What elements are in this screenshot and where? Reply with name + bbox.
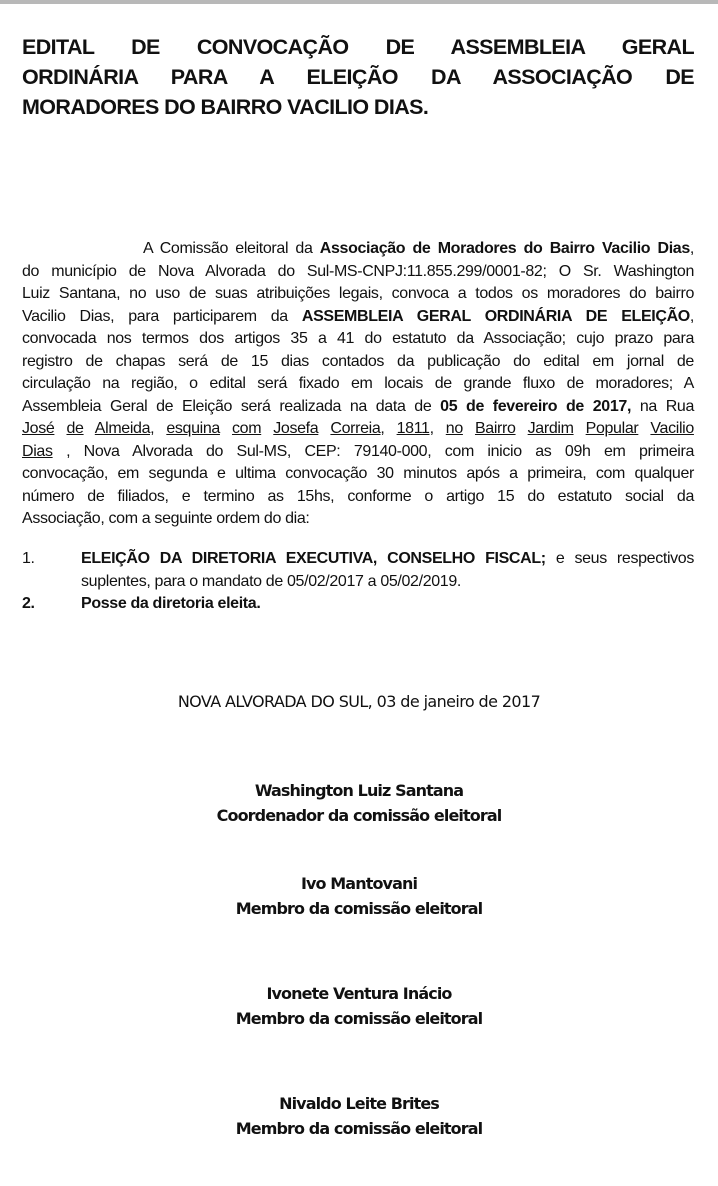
paragraph-line: registro de chapas será de 15 dias contados da publicação do edital em jornal de — [22, 352, 694, 370]
agenda-item — [22, 593, 694, 616]
signer-role: Membro da comissão eleitoral — [235, 1009, 483, 1028]
paragraph-line: convocada nos termos dos artigos 35 a 41 do estatuto da Associação; cujo prazo para — [22, 330, 694, 347]
text: , Nova Alvorada do Sul-MS, CEP: 79140-000, com inicio as 09h em primeira — [52, 442, 694, 460]
signer-name: Ivo Mantovani — [300, 874, 418, 893]
signature-block — [0, 871, 718, 921]
text: , — [689, 240, 694, 257]
signer-role: Coordenador da comissão eleitoral — [216, 806, 502, 825]
paragraph-line — [22, 238, 694, 261]
address-word: 1811, — [396, 420, 434, 437]
signer-name: Nivaldo Leite Brites — [279, 1094, 439, 1113]
item-title: ELEIÇÃO DA DIRETORIA EXECUTIVA, CONSELHO FISCAL; — [81, 550, 546, 567]
address-word: Almeida, — [94, 420, 155, 437]
agenda-item — [22, 548, 694, 593]
paragraph-line: do município de Nova Alvorada do Sul-MS-CNPJ:11.855.299/0001-82; O Sr. Washington — [22, 262, 694, 280]
signature-block — [0, 981, 718, 1031]
paragraph-line — [22, 441, 694, 464]
signer-role: Membro da comissão eleitoral — [235, 899, 483, 918]
title-line: ORDINÁRIA PARA A ELEIÇÃO DA ASSOCIAÇÃO DE — [22, 65, 694, 89]
text: na Rua — [631, 397, 695, 415]
paragraph-line: número de filiados, e termino as 15hs, conforme o artigo 15 do estatuto social da — [22, 487, 694, 505]
paragraph-line: convocação, em segunda e ultima convocação 30 minutos após a primeira, com qualquer — [22, 465, 694, 482]
address-word: Vacilio — [650, 420, 694, 437]
title-line: EDITAL DE CONVOCAÇÃO DE ASSEMBLEIA GERAL — [22, 35, 694, 59]
signer-name: Washington Luiz Santana — [254, 781, 464, 800]
association-name: Associação de Moradores do Bairro Vacilio Dias — [319, 240, 690, 257]
address-word: Popular — [585, 420, 639, 437]
item-line: suplentes, para o mandato de 05/02/2017 a 05/02/2019. — [81, 572, 461, 590]
text: Vacilio Dias, para participarem da — [22, 307, 302, 325]
text: , — [689, 307, 694, 325]
convocation-paragraph — [22, 238, 694, 531]
paragraph-line: Associação, com a seguinte ordem do dia: — [22, 510, 310, 527]
document-title — [22, 32, 694, 122]
assembly-name: ASSEMBLEIA GERAL ORDINÁRIA DE ELEIÇÃO — [301, 307, 690, 325]
item-title: Posse da diretoria eleita. — [81, 595, 261, 612]
agenda-list — [22, 548, 694, 616]
text: e seus respectivos — [545, 550, 695, 567]
top-border — [0, 0, 718, 4]
place-and-date: NOVA ALVORADA DO SUL, 03 de janeiro de 2017 — [177, 692, 541, 711]
text: Assembleia Geral de Eleição será realizada na data de — [22, 397, 441, 415]
address-word: Bairro — [474, 420, 516, 437]
address-word: Josefa — [273, 420, 319, 437]
address-word: com — [232, 420, 262, 437]
item-number: 2. — [22, 595, 35, 612]
paragraph-line: Luiz Santana, no uso de suas atribuições legais, convoca a todos os moradores do bairro — [22, 285, 694, 302]
address-word: José — [22, 420, 55, 437]
title-line: MORADORES DO BAIRRO VACILIO DIAS. — [22, 95, 429, 119]
item-number: 1. — [22, 550, 35, 567]
address-word: Jardim — [527, 420, 574, 437]
address-word: no — [445, 420, 463, 437]
signature-block — [0, 1091, 718, 1141]
signature-block — [0, 778, 718, 828]
assembly-date: 05 de fevereiro de 2017, — [440, 397, 632, 415]
text: A Comissão eleitoral da — [143, 240, 320, 257]
paragraph-line: circulação na região, o edital será fixado em locais de grande fluxo de moradores; A — [22, 375, 694, 392]
paragraph-line — [22, 396, 694, 419]
signer-name: Ivonete Ventura Inácio — [266, 984, 452, 1003]
signer-role: Membro da comissão eleitoral — [235, 1119, 483, 1138]
address-word: de — [66, 420, 84, 437]
address-word: Correia, — [330, 420, 385, 437]
item-line — [81, 548, 694, 571]
address-word: esquina — [166, 420, 220, 437]
paragraph-line — [22, 306, 694, 329]
address-line — [22, 418, 694, 441]
address-word: Dias — [22, 442, 53, 460]
